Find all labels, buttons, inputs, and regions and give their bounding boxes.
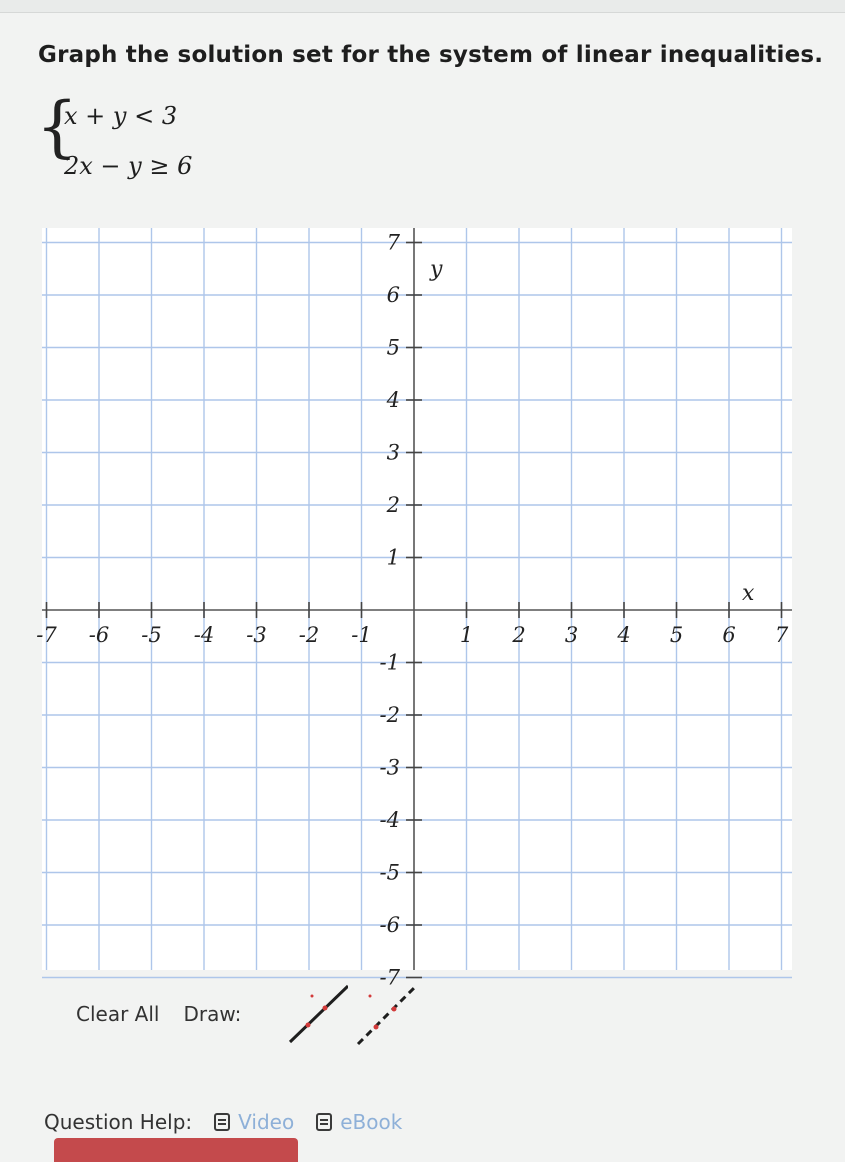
clear-all-button[interactable]: Clear All [76,1002,160,1026]
document-icon [316,1113,332,1131]
y-tick-label: 2 [386,493,400,517]
x-tick-label: 1 [459,623,474,647]
x-tick-label: 6 [722,623,736,647]
x-tick-label: 5 [669,623,684,647]
y-tick-label: 7 [386,230,400,255]
y-axis-label: y [430,257,443,282]
x-tick-label: -7 [36,623,57,647]
x-tick-label: -5 [141,623,162,647]
inequality-1: x + y < 3 [64,102,178,130]
draw-toolbar [76,994,241,1034]
x-tick-label: 4 [617,623,631,647]
submit-button[interactable] [54,1138,298,1162]
ebook-link[interactable] [316,1110,402,1134]
document-icon [214,1113,230,1131]
x-tick-label: 7 [774,623,789,647]
x-tick-label: -6 [88,623,110,647]
ebook-link-label: eBook [340,1110,403,1134]
y-tick-label: 4 [386,388,400,412]
question-title: Graph the solution set for the system of linear inequalities. [38,42,824,68]
graph-background [42,228,792,970]
x-tick-label: 2 [512,623,526,647]
y-tick-label: -4 [379,808,400,832]
y-tick-label: 6 [386,283,400,307]
solid-line-tool-icon[interactable] [284,982,348,1046]
video-link[interactable] [214,1110,294,1134]
y-tick-label: 3 [386,440,400,465]
dashed-line-tool-icon[interactable] [354,982,418,1046]
y-tick-label: 5 [386,335,400,360]
inequality-2: 2x − y ≥ 6 [64,152,193,180]
y-tick-label: -1 [379,650,400,675]
draw-label: Draw: [183,1002,242,1026]
y-tick-label: -6 [379,913,400,937]
video-link-label: Video [238,1110,295,1134]
y-tick-label: -3 [379,755,400,780]
y-tick-label: 1 [386,545,400,570]
x-tick-label: 3 [564,623,579,647]
x-tick-label: -2 [298,623,320,647]
y-tick-label: -5 [379,860,400,885]
x-axis-label: x [742,581,755,606]
left-brace: { [36,88,78,165]
question-help-label: Question Help: [44,1110,193,1134]
x-tick-label: -1 [351,623,372,647]
y-tick-label: -2 [379,703,400,727]
x-tick-label: -4 [193,623,215,647]
x-tick-label: -3 [246,623,267,647]
y-tick-label: -7 [379,965,400,990]
question-help [44,1110,402,1134]
